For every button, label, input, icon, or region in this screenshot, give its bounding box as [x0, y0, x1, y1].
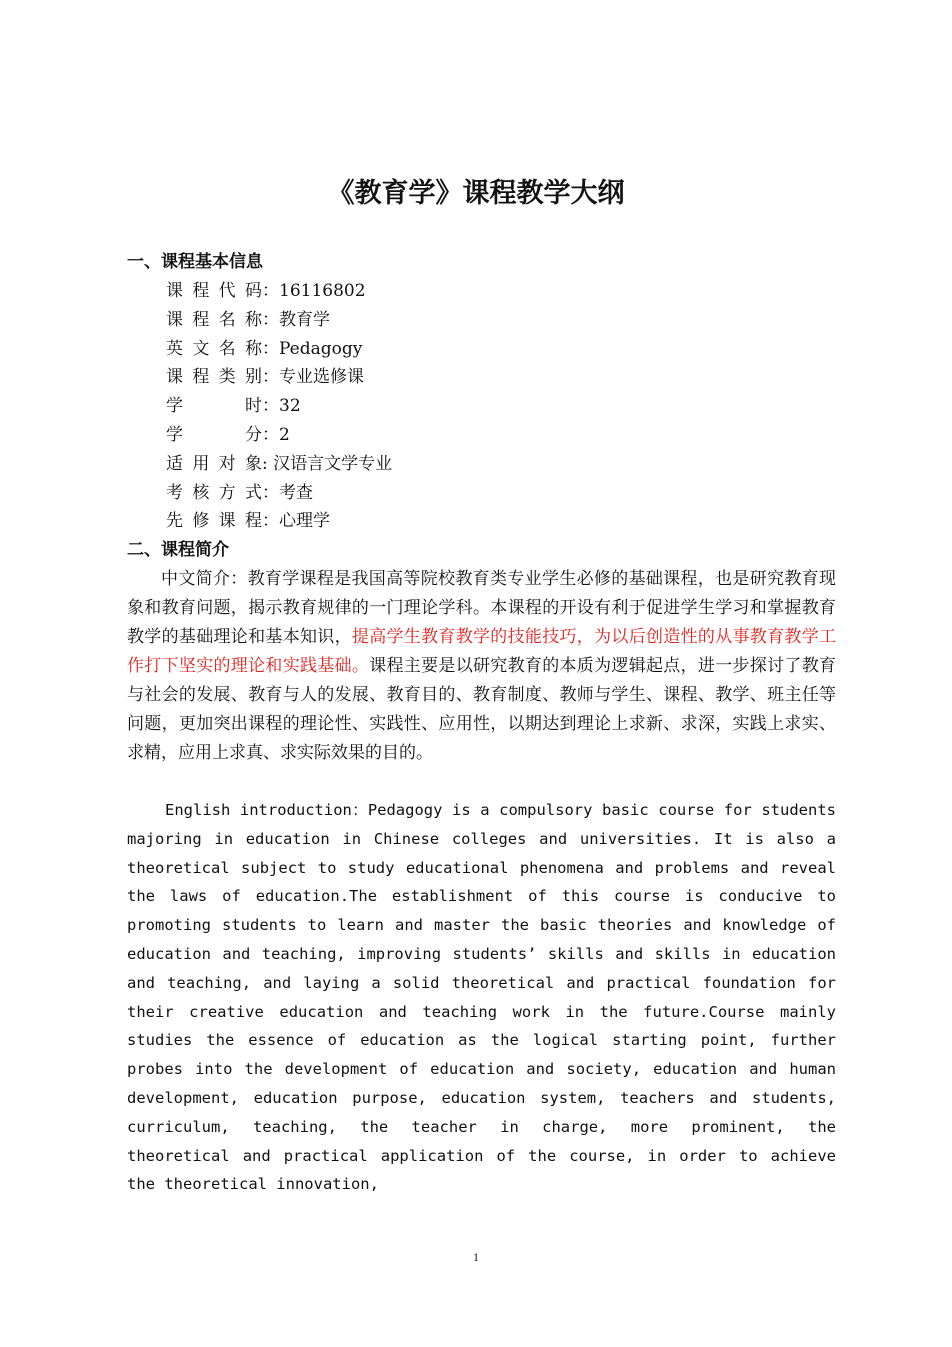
info-label: 课程类别	[166, 367, 262, 388]
info-label: 课程名称	[166, 309, 262, 330]
page-number: 1	[473, 1250, 479, 1264]
colon: ：	[262, 511, 279, 532]
info-value: 专业选修课	[279, 367, 364, 388]
colon: ：	[262, 367, 279, 388]
zh-intro-text-cont: 课程主要是以研究教育的本质为逻辑起点，进一步探讨了教育与社会的发展、教育与人的发展、教育目的、教育制度、教师与学生、课程、教学、班主任等问题，更加突出课程的理论性、实践性、应用性，以期达到理论上求新、求深，实践上求实、求精，应用上求真、求实际效果的目的。	[127, 656, 837, 763]
info-label: 学分	[166, 424, 262, 445]
colon: ：	[262, 338, 279, 359]
zh-intro-text: 中文简介：教育学课程是我国高等院校教育类专业学生必修的基础课程，也是研究教育现象和教育问题，揭示教育规律的一门理论学科。本课程的开设有利于促进学生学习和掌握教育教学的基础理论和基本知识，	[127, 569, 836, 647]
info-row-prerequisite	[166, 507, 392, 536]
info-value: 教育学	[279, 309, 330, 330]
info-label: 适用对象	[166, 453, 262, 474]
info-row-course-type	[166, 363, 392, 392]
section-heading-introduction: 二、课程简介	[127, 540, 229, 560]
info-label: 先修课程	[166, 511, 262, 532]
info-row-assessment	[166, 479, 392, 508]
zh-intro-highlight: 提高学生教育教学的技能技巧，为以后创造性的从事教育教学工作打下坚实的理论和实践基础。	[127, 627, 837, 676]
info-row-hours	[166, 392, 392, 421]
colon: ：	[262, 281, 279, 301]
info-value: 32	[279, 396, 301, 417]
info-value: Pedagogy	[279, 338, 363, 359]
info-value: 2	[279, 424, 290, 445]
colon: ：	[262, 396, 279, 417]
info-value: 汉语言文学专业	[273, 453, 393, 474]
info-row-audience	[166, 450, 392, 479]
colon: ：	[262, 309, 279, 330]
english-introduction: English introduction：Pedagogy is a compulsory basic course for students majoring in education in Chinese colleges and universities. It is also a theoretical subject to study educational phenomena and problems and reveal the laws of education.The establishment of this course is conducive to promoting students to learn and master the basic theories and knowledge of education and teaching, improving students’ skills and skills in education and teaching, and laying a solid theoretical and practical foundation for their creative education and teaching work in the future.Course mainly studies the essence of education as the logical starting point, further probes into the development of education and society, education and human development, education purpose, education system, teachers and students, curriculum, teaching, the teacher in charge, more prominent, the theoretical and practical application of the course, in order to achieve the theoretical innovation,	[127, 801, 836, 1194]
info-label: 英文名称	[166, 338, 262, 359]
course-info-list	[166, 277, 392, 536]
document-title: 《教育学》课程教学大纲	[327, 178, 625, 209]
colon: ：	[262, 424, 279, 445]
colon: ：	[262, 482, 279, 503]
info-row-course-name	[166, 306, 392, 335]
info-row-english-name	[166, 335, 392, 364]
colon: :	[262, 453, 268, 474]
info-value: 心理学	[279, 511, 330, 532]
info-label: 学时	[166, 396, 262, 417]
info-row-course-code	[166, 277, 392, 306]
info-value: 16116802	[279, 281, 366, 301]
section-heading-basic-info: 一、课程基本信息	[127, 252, 263, 272]
info-value: 考查	[279, 482, 313, 503]
chinese-introduction	[127, 565, 836, 768]
info-label: 考核方式	[166, 482, 262, 503]
info-label: 课程代码	[166, 281, 262, 301]
info-row-credits	[166, 421, 392, 450]
